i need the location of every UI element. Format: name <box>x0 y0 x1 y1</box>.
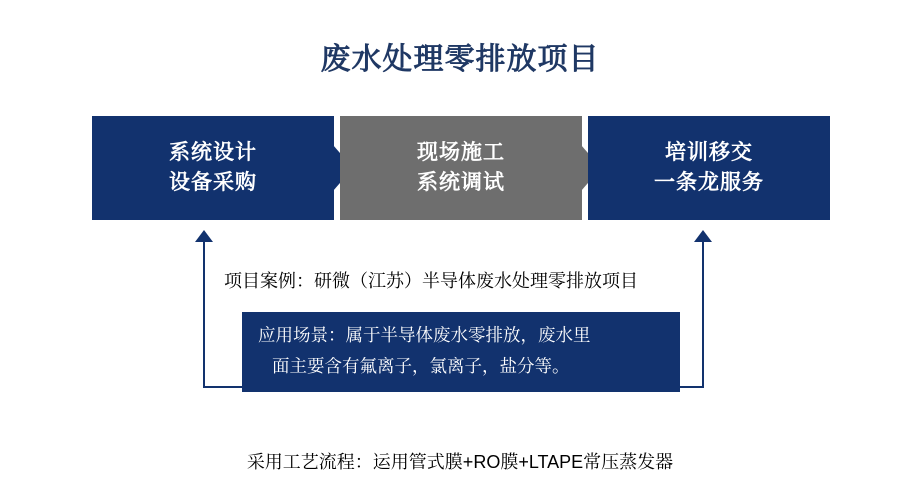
scenario-box <box>242 312 680 392</box>
connector-arrow-left-icon <box>195 230 213 242</box>
step-line-1: 培训移交 <box>665 140 753 164</box>
step-line-2: 系统调试 <box>417 171 505 194</box>
case-caption: 项目案例：研微（江苏）半导体废水处理零排放项目 <box>224 271 638 291</box>
connector-right-vertical <box>702 242 704 388</box>
step-line-1: 系统设计 <box>169 140 257 164</box>
scenario-line-2: 面主要含有氟离子，氯离子，盐分等。 <box>272 355 570 376</box>
process-step-system-design <box>92 116 334 220</box>
connector-left-vertical <box>203 242 205 388</box>
process-step-training-handover <box>588 116 830 220</box>
step-line-1: 现场施工 <box>417 140 505 164</box>
step-line-2: 一条龙服务 <box>654 171 764 194</box>
connector-left-horizontal <box>203 386 245 388</box>
connector-right-horizontal <box>678 386 704 388</box>
step-line-2: 设备采购 <box>169 171 257 194</box>
process-step-site-construction <box>340 116 582 220</box>
connector-arrow-right-icon <box>694 230 712 242</box>
scenario-line-1: 应用场景：属于半导体废水零排放，废水里 <box>258 325 591 345</box>
footer-note: 采用工艺流程：运用管式膜+RO膜+LTAPE常压蒸发器 <box>246 452 674 472</box>
page-title: 废水处理零排放项目 <box>320 43 600 76</box>
